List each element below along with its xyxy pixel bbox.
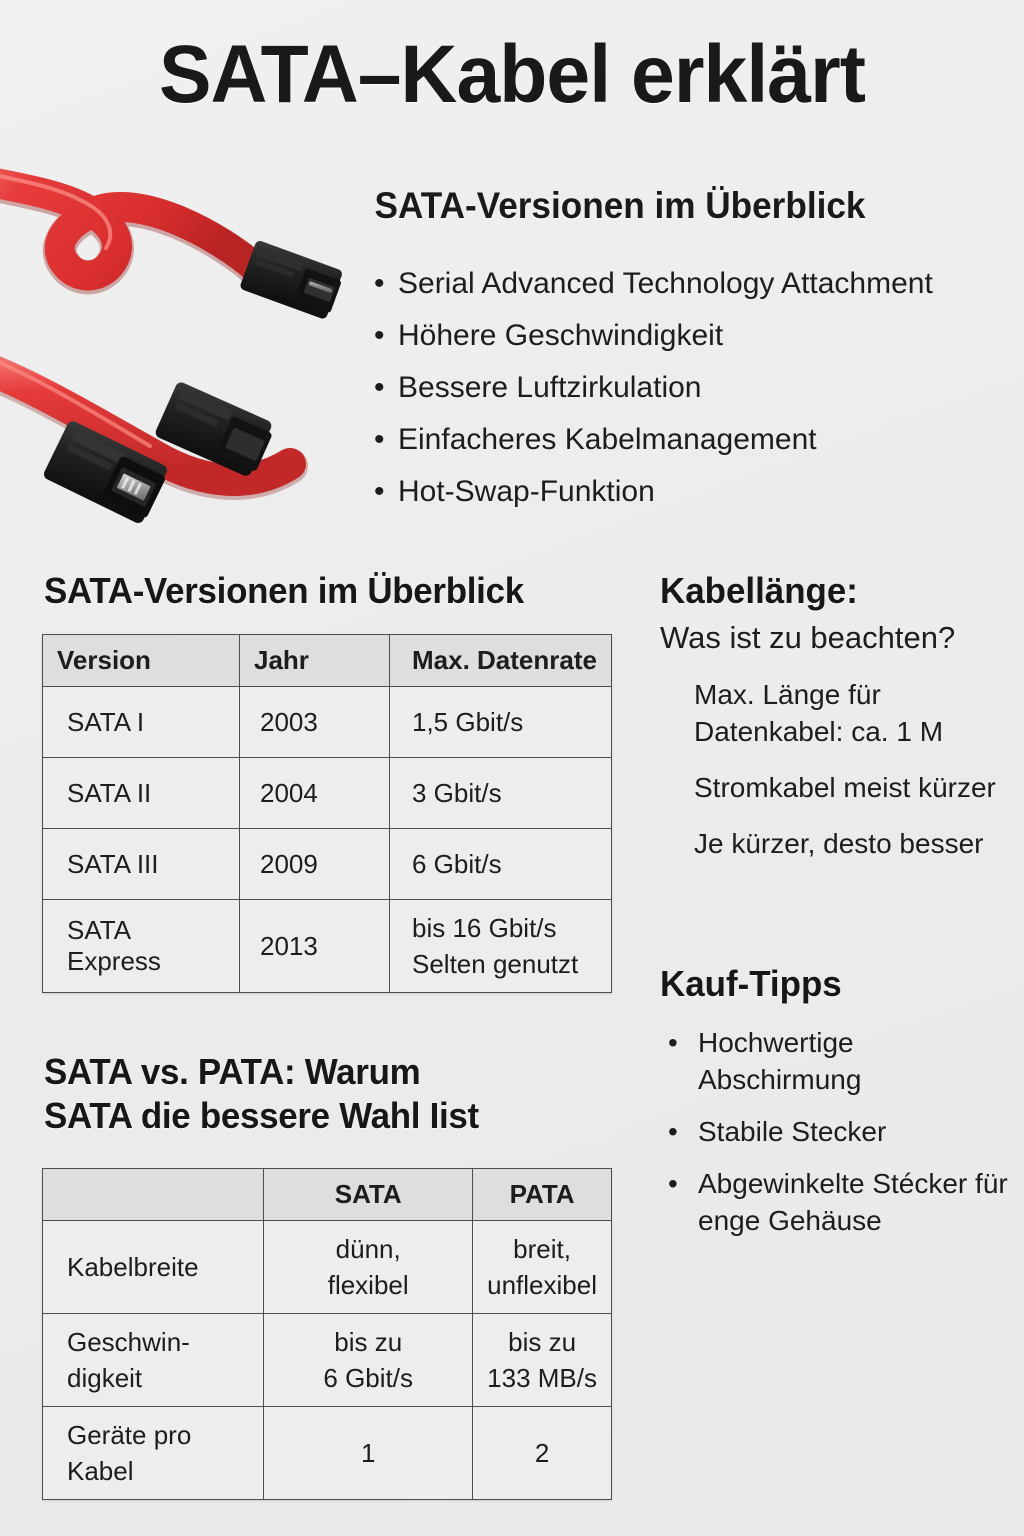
list-item [368, 258, 1008, 310]
cell-datenrate: 1,5 Gbit/s [390, 687, 612, 758]
table-row [43, 1314, 612, 1407]
cell-sata: 1 [264, 1407, 473, 1500]
list-item [368, 310, 1008, 362]
sata-vs-pata-table [42, 1168, 612, 1500]
cell-jahr: 2013 [240, 900, 390, 993]
list-item-label: Bessere Luftzirkulation [398, 371, 702, 404]
cell-label: Kabelbreite [43, 1221, 264, 1314]
bullet-icon: • [374, 423, 385, 456]
list-item-label: Stabile Stecker [698, 1116, 887, 1147]
list-item [660, 1165, 1010, 1239]
list-item [368, 466, 1008, 518]
compare-heading-line1: SATA vs. PATA: Warum [44, 1051, 421, 1092]
list-item: Je kürzer, desto besser [694, 828, 984, 859]
bullet-icon: • [668, 1116, 678, 1147]
buying-tips-list [660, 1024, 1010, 1254]
cell-version: SATA Express [43, 900, 240, 993]
list-item: Stromkabel meist kürzer [694, 772, 996, 803]
bullet-icon: • [374, 475, 385, 508]
cell-version: SATA I [43, 687, 240, 758]
list-item [368, 362, 1008, 414]
cell-sata: dünn, flexibel [264, 1221, 473, 1314]
table-header-row [43, 635, 612, 687]
cell-sata: bis zu 6 Gbit/s [264, 1314, 473, 1407]
cell-jahr: 2004 [240, 758, 390, 829]
column-header-datenrate: Max. Datenrate [390, 635, 612, 687]
bullet-icon: • [374, 267, 385, 300]
cell-label: Geräte pro Kabel [43, 1407, 264, 1500]
table-row [43, 758, 612, 829]
list-item-label: Serial Advanced Technology Attachment [398, 267, 933, 300]
table-row [43, 1221, 612, 1314]
list-item [660, 1024, 1010, 1098]
versions-section-heading: SATA-Versionen im Überblick [44, 570, 524, 611]
cell-pata: bis zu 133 MB/s [473, 1314, 612, 1407]
cell-version: SATA III [43, 829, 240, 900]
table-row [43, 829, 612, 900]
cable-length-question: Was ist zu beachten? [660, 620, 956, 655]
cable-length-heading: Kabellänge: [660, 570, 858, 611]
column-header-sata: SATA [264, 1169, 473, 1221]
compare-heading-line2: SATA die bessere Wahl Iist [44, 1095, 479, 1136]
bullet-icon: • [374, 371, 385, 404]
column-header-blank [43, 1169, 264, 1221]
list-item-label: Einfacheres Kabelmanagement [398, 423, 817, 456]
list-item: Max. Länge für Datenkabel: ca. 1 M [694, 679, 944, 747]
list-item [660, 1113, 1010, 1150]
cell-jahr: 2003 [240, 687, 390, 758]
cable-length-points [694, 676, 1024, 881]
list-item [368, 414, 1008, 466]
cell-label: Geschwin- digkeit [43, 1314, 264, 1407]
table-row [43, 1407, 612, 1500]
cell-version: SATA II [43, 758, 240, 829]
cell-datenrate: 3 Gbit/s [390, 758, 612, 829]
bullet-icon: • [374, 319, 385, 352]
intro-section-heading: SATA-Versionen im Überblick [374, 185, 866, 226]
table-row [43, 687, 612, 758]
list-item-label: Abgewinkelte Stécker für enge Gehäuse [698, 1168, 1008, 1236]
cell-pata: breit, unflexibel [473, 1221, 612, 1314]
column-header-pata: PATA [473, 1169, 612, 1221]
list-item-label: Hochwertige Abschirmung [698, 1027, 862, 1095]
page-title: SATA–Kabel erklärt [158, 29, 866, 120]
intro-bullet-list [368, 258, 1008, 518]
sata-cable-illustration [0, 160, 350, 560]
table-row [43, 900, 612, 993]
buying-tips-heading: Kauf-Tipps [660, 963, 842, 1004]
cell-datenrate: bis 16 Gbit/s Selten genutzt [390, 900, 612, 993]
column-header-version: Version [43, 635, 240, 687]
bullet-icon: • [668, 1168, 678, 1199]
list-item-label: Höhere Geschwindigkeit [398, 319, 724, 352]
compare-section-heading [44, 1050, 607, 1138]
sata-versions-table [42, 634, 612, 993]
cell-jahr: 2009 [240, 829, 390, 900]
cell-datenrate: 6 Gbit/s [390, 829, 612, 900]
column-header-jahr: Jahr [240, 635, 390, 687]
list-item-label: Hot-Swap-Funktion [398, 475, 655, 508]
bullet-icon: • [668, 1027, 678, 1058]
cell-pata: 2 [473, 1407, 612, 1500]
table-header-row [43, 1169, 612, 1221]
